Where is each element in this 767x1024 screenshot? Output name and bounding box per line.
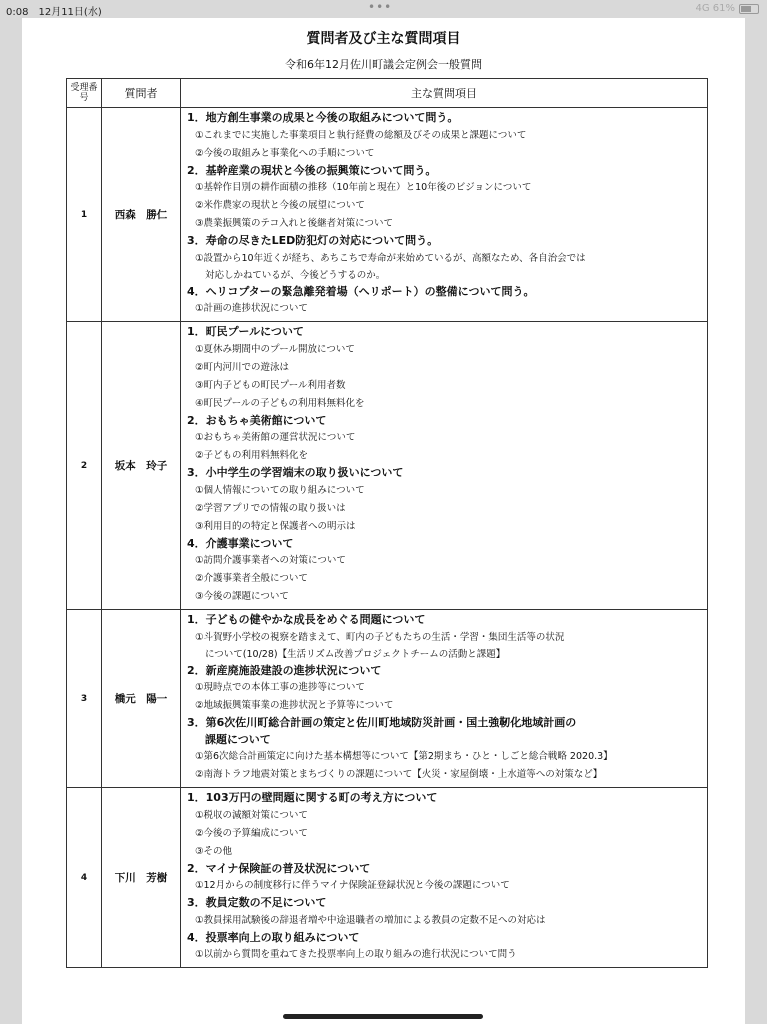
question-subitem: ④町民プールの子どもの利用料無料化を — [195, 397, 365, 409]
status-bar — [0, 0, 767, 18]
row-number: 2 — [67, 322, 102, 610]
question-topic: 4．介護事業について — [187, 536, 294, 550]
question-subitem: ②今後の予算編成について — [195, 827, 308, 839]
question-subitem: ①訪問介護事業者への対策について — [195, 555, 346, 566]
question-subitem: ①これまでに実施した事業項目と執行経費の総額及びその成果と課題について — [195, 129, 527, 141]
question-topic: 課題について — [205, 732, 271, 746]
network-status: 4G 61% — [695, 3, 735, 14]
question-topic: 4．ヘリコプターの緊急離発着場（ヘリポート）の整備について問う。 — [187, 284, 535, 298]
question-subitem: ③農業振興策のテコ入れと後継者対策について — [195, 218, 393, 229]
question-subitem: ①税収の減額対策について — [195, 809, 308, 821]
question-subitem: ①第6次総合計画策定に向けた基本構想等について【第2期まち・ひと・しごと総合戦略 2020.3】 — [195, 751, 613, 762]
question-topic: 1．地方創生事業の成果と今後の取組みについて問う。 — [187, 111, 459, 124]
row-number: 3 — [67, 610, 102, 788]
question-subitem: ①12月からの制度移行に伴うマイナ保険証登録状況と今後の課題について — [195, 880, 510, 891]
question-topic: 3．教員定数の不足について — [187, 896, 327, 909]
question-subitem: ③その他 — [195, 845, 233, 857]
question-subitem: ②今後の取組みと事業化への手順について — [195, 147, 375, 159]
header-items: 主な質問項目 — [181, 79, 708, 108]
question-subitem: ②米作農家の現状と今後の展望について — [195, 200, 365, 211]
question-table — [66, 78, 708, 968]
home-indicator[interactable] — [283, 1014, 483, 1019]
question-items — [181, 322, 708, 610]
question-subitem: ③利用目的の特定と保護者への明示は — [195, 520, 356, 532]
question-topic: 3．小中学生の学習端末の取り扱いについて — [187, 466, 404, 479]
question-subitem: ③町内子どもの町民プール利用者数 — [195, 379, 346, 391]
question-topic: 1．103万円の壁問題に関する町の考え方について — [187, 791, 438, 804]
asker-name: 橋元 陽一 — [102, 610, 181, 788]
question-subitem: ①設置から10年近くが経ち、あちこちで寿命が来始めているが、高額なため、各自治会では — [195, 252, 586, 264]
table-header-row — [67, 79, 708, 108]
question-topic: 3．第6次佐川町総合計画の策定と佐川町地域防災計画・国土強靭化地域計画の — [187, 716, 577, 729]
question-subitem: ①以前から質問を重ねてきた投票率向上の取り組みの進行状況について問う — [195, 949, 517, 960]
row-number: 4 — [67, 788, 102, 968]
question-subitem: ②子どもの利用料無料化を — [195, 450, 309, 461]
table-row — [67, 322, 708, 610]
question-items — [181, 108, 708, 322]
question-topic: 2．基幹産業の現状と今後の振興策について問う。 — [187, 163, 437, 177]
question-topic: 2．新産廃施設建設の進捗状況について — [187, 663, 382, 677]
question-topic: 2．おもちゃ美術館について — [187, 413, 327, 427]
header-asker: 質問者 — [102, 79, 181, 108]
question-subitem: ②町内河川での遊泳は — [195, 361, 290, 373]
question-topic: 4．投票率向上の取り組みについて — [187, 930, 360, 944]
question-subitem: ①教員採用試験後の辞退者増や中途退職者の増加による教員の定数不足への対応は — [195, 914, 546, 926]
question-subitem: 対応しかねているが、今後どうするのか。 — [205, 269, 386, 281]
status-time: 0:08 12月11日(水) — [6, 7, 102, 18]
table-row — [67, 788, 708, 968]
question-subitem: ①現時点での本体工事の進捗等について — [195, 682, 365, 693]
asker-name: 下川 芳樹 — [102, 788, 181, 968]
battery-icon — [739, 4, 759, 14]
question-items — [181, 788, 708, 968]
status-right — [695, 3, 759, 14]
question-subitem: ①おもちゃ美術館の運営状況について — [195, 432, 356, 443]
question-subitem: ②学習アプリでの情報の取り扱いは — [195, 502, 346, 514]
document-page — [22, 18, 745, 1024]
question-subitem: ②地域振興策事業の進捗状況と予算等について — [195, 700, 394, 711]
question-subitem: ②介護事業者全般について — [195, 573, 308, 584]
question-subitem: ①計画の進捗状況について — [195, 303, 308, 314]
question-subitem: ①個人情報についての取り組みについて — [195, 484, 365, 496]
asker-name: 西森 勝仁 — [102, 108, 181, 322]
question-topic: 3．寿命の尽きたLED防犯灯の対応について問う。 — [187, 234, 439, 247]
table-row — [67, 610, 708, 788]
multitask-dots[interactable]: ••• — [368, 0, 393, 14]
row-number: 1 — [67, 108, 102, 322]
question-subitem: ①基幹作目別の耕作面積の推移（10年前と現在）と10年後のビジョンについて — [195, 182, 532, 193]
document-subtitle: 令和6年12月佐川町議会定例会一般質問 — [285, 58, 482, 71]
header-number: 受理番号 — [67, 79, 102, 108]
question-topic: 1．町民プールについて — [187, 325, 304, 338]
question-subitem: ①斗賀野小学校の視察を踏まえて、町内の子どもたちの生活・学習・集団生活等の状況 — [195, 631, 565, 643]
question-items — [181, 610, 708, 788]
document-title: 質問者及び主な質問項目 — [306, 31, 461, 47]
table-row — [67, 108, 708, 322]
question-subitem: について(10/28)【生活リズム改善プロジェクトチームの活動と課題】 — [205, 648, 506, 660]
question-subitem: ③今後の課題について — [195, 591, 289, 602]
question-topic: 1．子どもの健やかな成長をめぐる問題について — [187, 613, 426, 626]
asker-name: 坂本 玲子 — [102, 322, 181, 610]
question-subitem: ①夏休み期間中のプール開放について — [195, 343, 355, 355]
question-subitem: ②南海トラフ地震対策とまちづくりの課題について【火災・家屋倒壊・上水道等への対策など】 — [195, 769, 603, 780]
question-topic: 2．マイナ保険証の普及状況について — [187, 861, 371, 875]
